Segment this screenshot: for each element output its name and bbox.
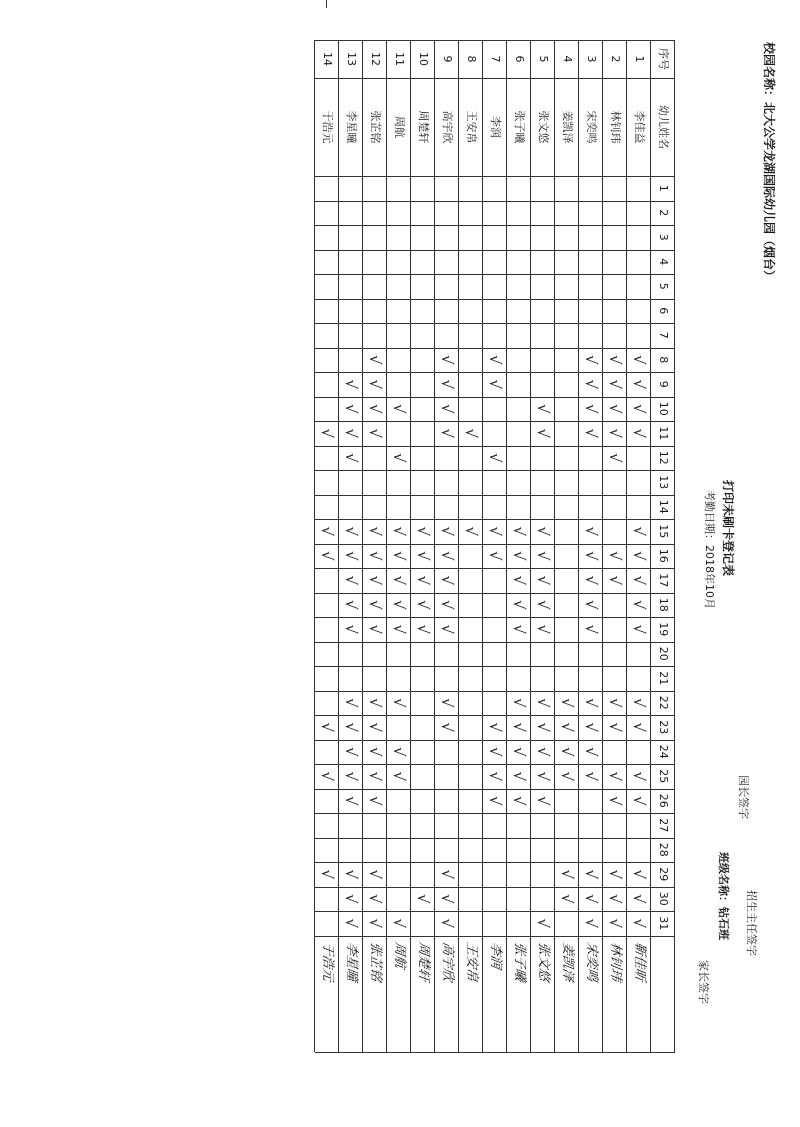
day-header: 19 [657,622,670,637]
child-name: 姜凯泽 [561,110,574,144]
parent-signature: 靳佳昕 [632,940,647,982]
parent-signature: 张子曦 [512,940,527,982]
child-name: 张文悠 [537,110,550,144]
day-header: 10 [657,401,670,416]
row-no: 6 [513,55,526,63]
check-mark: √ [630,624,648,635]
check-mark: √ [606,428,624,439]
day-header: 16 [657,548,670,563]
check-mark: √ [366,599,384,610]
child-name: 李润 [489,116,502,138]
check-mark: √ [630,771,648,782]
child-name: 周楚轩 [417,110,430,144]
check-mark: √ [414,599,432,610]
check-mark: √ [534,526,552,537]
row-no: 14 [321,52,334,66]
check-mark: √ [582,354,600,365]
day-header: 28 [657,842,670,857]
table-vline [315,299,675,300]
day-header: 26 [657,793,670,808]
check-mark: √ [534,746,552,757]
check-mark: √ [606,918,624,929]
check-mark: √ [630,428,648,439]
table-vline [315,495,675,496]
check-mark: √ [534,918,552,929]
check-mark: √ [366,722,384,733]
parent-sign-label: 家长签字 [697,960,710,1004]
check-mark: √ [390,771,408,782]
check-mark: √ [582,403,600,414]
check-mark: √ [606,403,624,414]
check-mark: √ [606,354,624,365]
check-mark: √ [486,771,504,782]
check-mark: √ [510,526,528,537]
check-mark: √ [438,624,456,635]
day-header: 17 [657,573,670,588]
check-mark: √ [606,575,624,586]
check-mark: √ [582,599,600,610]
check-mark: √ [582,893,600,904]
row-no: 11 [393,52,406,66]
check-mark: √ [630,403,648,414]
check-mark: √ [558,746,576,757]
check-mark: √ [342,403,360,414]
header-no: 序号 [657,48,670,70]
day-header: 18 [657,597,670,612]
table-vline [315,176,675,177]
check-mark: √ [318,428,336,439]
check-mark: √ [438,550,456,561]
check-mark: √ [606,379,624,390]
row-no: 12 [369,52,382,66]
check-mark: √ [438,428,456,439]
check-mark: √ [510,575,528,586]
day-header: 29 [657,867,670,882]
scan-mark [326,0,327,8]
day-header: 4 [657,258,670,266]
check-mark: √ [342,428,360,439]
check-mark: √ [582,550,600,561]
check-mark: √ [558,771,576,782]
check-mark: √ [366,354,384,365]
check-mark: √ [366,575,384,586]
check-mark: √ [510,550,528,561]
check-mark: √ [606,771,624,782]
check-mark: √ [582,428,600,439]
rotated-form [318,40,780,1055]
child-name: 张子曦 [513,110,526,144]
check-mark: √ [390,403,408,414]
day-header: 1 [657,184,670,192]
table-vline [315,201,675,202]
check-mark: √ [510,795,528,806]
child-name: 张芷铭 [369,110,382,144]
day-header: 9 [657,380,670,388]
day-header: 31 [657,916,670,931]
parent-signature: 姜凯泽 [560,940,575,982]
child-name: 于浩元 [321,110,334,144]
check-mark: √ [630,354,648,365]
check-mark: √ [534,771,552,782]
check-mark: √ [630,379,648,390]
parent-signature: 王安帛 [464,940,479,982]
child-name: 宋奕鸣 [585,110,598,144]
check-mark: √ [582,869,600,880]
child-name: 林钊玮 [609,110,622,144]
parent-signature: 李星曈 [344,940,359,982]
check-mark: √ [438,697,456,708]
check-mark: √ [438,918,456,929]
check-mark: √ [630,918,648,929]
check-mark: √ [606,893,624,904]
check-mark: √ [630,722,648,733]
check-mark: √ [486,746,504,757]
day-header: 8 [657,356,670,364]
check-mark: √ [534,624,552,635]
check-mark: √ [582,918,600,929]
check-mark: √ [606,550,624,561]
check-mark: √ [390,599,408,610]
table-vline [315,936,675,937]
check-mark: √ [534,697,552,708]
check-mark: √ [534,795,552,806]
check-mark: √ [606,795,624,806]
row-no: 1 [633,55,646,63]
director-sign-label: 招生主任签字 [745,890,758,956]
table-vline [315,1052,675,1053]
check-mark: √ [630,869,648,880]
day-header: 6 [657,307,670,315]
header-name: 幼儿姓名 [657,105,670,149]
check-mark: √ [582,379,600,390]
check-mark: √ [582,722,600,733]
check-mark: √ [534,599,552,610]
check-mark: √ [414,526,432,537]
parent-signature: 李润 [488,940,503,969]
check-mark: √ [342,697,360,708]
check-mark: √ [438,722,456,733]
check-mark: √ [390,918,408,929]
child-name: 高宇欣 [441,110,454,144]
check-mark: √ [318,526,336,537]
check-mark: √ [342,795,360,806]
day-header: 5 [657,282,670,290]
check-mark: √ [630,795,648,806]
check-mark: √ [582,771,600,782]
row-no: 10 [417,52,430,66]
check-mark: √ [366,771,384,782]
check-mark: √ [342,771,360,782]
parent-signature: 周航 [392,940,407,969]
class-name: 班级名称：钻石班 [717,852,730,940]
day-header: 25 [657,769,670,784]
check-mark: √ [510,746,528,757]
check-mark: √ [390,550,408,561]
check-mark: √ [438,403,456,414]
check-mark: √ [342,575,360,586]
check-mark: √ [342,599,360,610]
day-header: 20 [657,646,670,661]
check-mark: √ [366,550,384,561]
day-header: 24 [657,744,670,759]
check-mark: √ [342,869,360,880]
check-mark: √ [462,526,480,537]
check-mark: √ [342,746,360,757]
table-vline [315,250,675,251]
check-mark: √ [510,722,528,733]
check-mark: √ [582,575,600,586]
check-mark: √ [414,550,432,561]
check-mark: √ [366,746,384,757]
check-mark: √ [366,697,384,708]
table-vline [315,225,675,226]
check-mark: √ [438,575,456,586]
check-mark: √ [534,550,552,561]
check-mark: √ [366,869,384,880]
check-mark: √ [606,697,624,708]
child-name: 李佳益 [633,110,646,144]
check-mark: √ [438,869,456,880]
check-mark: √ [486,550,504,561]
check-mark: √ [366,403,384,414]
check-mark: √ [486,526,504,537]
check-mark: √ [630,893,648,904]
check-mark: √ [486,354,504,365]
child-name: 王安帛 [465,110,478,144]
check-mark: √ [486,795,504,806]
check-mark: √ [438,526,456,537]
check-mark: √ [318,771,336,782]
check-mark: √ [414,575,432,586]
table-vline [315,666,675,667]
check-mark: √ [342,452,360,463]
check-mark: √ [342,624,360,635]
check-mark: √ [390,526,408,537]
check-mark: √ [510,697,528,708]
table-vline [315,642,675,643]
row-no: 2 [609,55,622,63]
check-mark: √ [558,869,576,880]
row-no: 5 [537,55,550,63]
day-header: 2 [657,209,670,217]
attendance-date: 考勤日期：2018年10月 [703,490,716,609]
day-header: 14 [657,499,670,514]
check-mark: √ [438,379,456,390]
check-mark: √ [510,624,528,635]
table-vline [315,470,675,471]
child-name: 李星曈 [345,110,358,144]
check-mark: √ [558,722,576,733]
check-mark: √ [534,403,552,414]
check-mark: √ [318,869,336,880]
check-mark: √ [630,599,648,610]
check-mark: √ [606,722,624,733]
check-mark: √ [342,722,360,733]
check-mark: √ [390,452,408,463]
check-mark: √ [534,428,552,439]
row-no: 9 [441,55,454,63]
check-mark: √ [390,575,408,586]
check-mark: √ [510,771,528,782]
day-header: 15 [657,524,670,539]
check-mark: √ [582,526,600,537]
check-mark: √ [606,452,624,463]
check-mark: √ [414,624,432,635]
parent-signature: 张芷铭 [368,940,383,982]
day-header: 3 [657,233,670,241]
check-mark: √ [390,697,408,708]
check-mark: √ [438,354,456,365]
check-mark: √ [366,918,384,929]
parent-signature: 宋奕鸣 [584,940,599,982]
parent-signature: 张文悠 [536,940,551,982]
form-title: 打印未刷卡登记表 [721,480,735,577]
check-mark: √ [342,893,360,904]
school-name: 校园名称：北大公学龙湖国际幼儿园（烟台） [762,42,776,283]
table-vline [315,323,675,324]
check-mark: √ [342,550,360,561]
day-header: 22 [657,695,670,710]
day-header: 21 [657,671,670,686]
check-mark: √ [510,599,528,610]
row-no: 13 [345,52,358,66]
check-mark: √ [366,379,384,390]
check-mark: √ [366,526,384,537]
check-mark: √ [582,746,600,757]
check-mark: √ [582,697,600,708]
check-mark: √ [630,697,648,708]
check-mark: √ [390,746,408,757]
check-mark: √ [342,379,360,390]
check-mark: √ [558,697,576,708]
check-mark: √ [366,795,384,806]
check-mark: √ [630,550,648,561]
row-no: 4 [561,55,574,63]
parent-signature: 于浩元 [320,940,335,982]
day-header: 23 [657,720,670,735]
check-mark: √ [486,722,504,733]
check-mark: √ [606,869,624,880]
principal-sign-label: 园长签字 [737,775,750,819]
check-mark: √ [582,624,600,635]
day-header: 11 [657,426,670,441]
table-vline [315,274,675,275]
day-header: 27 [657,818,670,833]
check-mark: √ [438,599,456,610]
check-mark: √ [414,893,432,904]
check-mark: √ [534,722,552,733]
check-mark: √ [630,575,648,586]
table-vline [315,813,675,814]
check-mark: √ [342,526,360,537]
check-mark: √ [486,379,504,390]
check-mark: √ [390,624,408,635]
row-no: 8 [465,55,478,63]
day-header: 30 [657,891,670,906]
parent-signature: 林钊玮 [608,940,623,982]
check-mark: √ [630,526,648,537]
check-mark: √ [366,893,384,904]
row-no: 3 [585,55,598,63]
row-no: 7 [489,55,502,63]
check-mark: √ [438,893,456,904]
parent-signature: 高宇欣 [440,940,455,982]
day-header: 13 [657,475,670,490]
day-header: 7 [657,331,670,339]
check-mark: √ [558,893,576,904]
check-mark: √ [366,428,384,439]
child-name: 周航 [393,116,406,138]
check-mark: √ [534,575,552,586]
parent-signature: 周楚轩 [416,940,431,982]
check-mark: √ [462,428,480,439]
table-vline [315,838,675,839]
check-mark: √ [366,624,384,635]
check-mark: √ [318,550,336,561]
check-mark: √ [318,722,336,733]
day-header: 12 [657,450,670,465]
check-mark: √ [342,918,360,929]
check-mark: √ [486,452,504,463]
